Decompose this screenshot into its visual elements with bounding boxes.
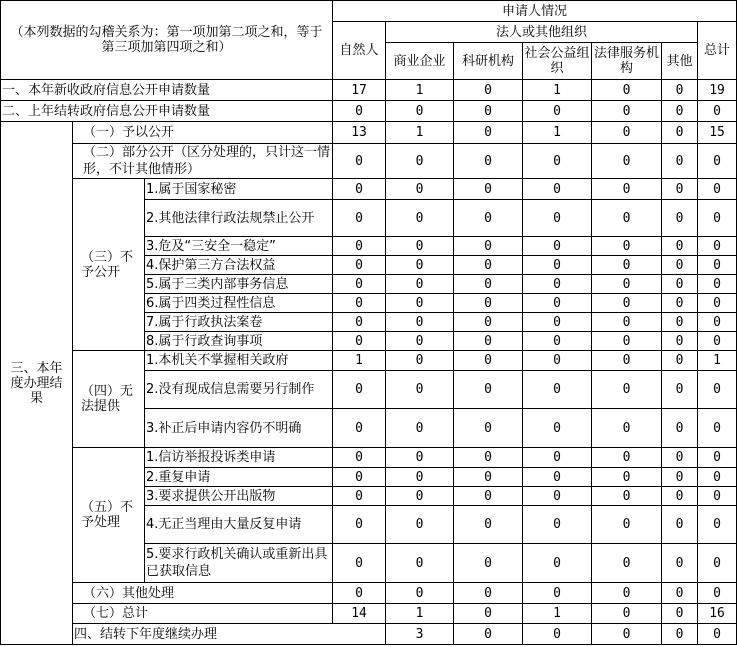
cell-commercial: 0 — [386, 506, 454, 544]
cell-other: 0 — [662, 179, 698, 200]
cell-research: 0 — [454, 122, 523, 144]
cell-research: 0 — [454, 604, 523, 624]
cell-research: 0 — [454, 506, 523, 544]
cell-commercial: 0 — [386, 487, 454, 506]
cell-natural-person: 17 — [333, 80, 386, 101]
cell-welfare: 0 — [523, 179, 592, 200]
cell-natural-person: 0 — [333, 468, 386, 487]
table-row-disclosed — [1, 122, 737, 144]
cell-legal-service: 0 — [592, 409, 662, 448]
cell-research: 0 — [454, 179, 523, 200]
cell-total: 0 — [698, 487, 737, 506]
cell-natural-person: 0 — [333, 506, 386, 544]
cell-natural-person: 0 — [333, 583, 386, 604]
cell-legal-service: 0 — [592, 237, 662, 256]
cell-other: 0 — [662, 448, 698, 468]
cell-natural-person: 0 — [333, 179, 386, 200]
cell-total: 0 — [698, 332, 737, 351]
cell-research: 0 — [454, 294, 523, 313]
cell-welfare: 1 — [523, 604, 592, 624]
cell-legal-service: 0 — [592, 544, 662, 583]
cell-research: 0 — [454, 200, 523, 237]
row-label: 3.要求提供公开出版物 — [145, 487, 333, 506]
cell-research: 0 — [523, 624, 592, 645]
cell-other: 0 — [662, 468, 698, 487]
row-label: （一）予以公开 — [73, 122, 333, 144]
cell-commercial: 0 — [386, 371, 454, 409]
cell-legal-service: 0 — [592, 583, 662, 604]
cell-legal-service: 0 — [592, 506, 662, 544]
cell-legal-service: 0 — [592, 144, 662, 179]
cell-other: 0 — [662, 604, 698, 624]
cell-other: 0 — [662, 122, 698, 144]
cell-welfare: 1 — [523, 80, 592, 101]
cell-other: 0 — [698, 624, 737, 645]
cell-legal-service: 0 — [592, 122, 662, 144]
cell-legal-service: 0 — [592, 179, 662, 200]
cell-legal-service: 0 — [592, 294, 662, 313]
cell-total: 0 — [698, 101, 737, 122]
cell-research: 0 — [454, 351, 523, 371]
cell-commercial: 1 — [386, 604, 454, 624]
cell-total: 0 — [698, 237, 737, 256]
cell-research: 0 — [454, 275, 523, 294]
cell-research: 0 — [454, 544, 523, 583]
row-label: （六）其他处理 — [73, 583, 333, 604]
cell-total: 0 — [698, 544, 737, 583]
header-natural-person: 自然人 — [333, 22, 386, 80]
header-applicant-situation: 申请人情况 — [333, 1, 737, 22]
cell-commercial: 0 — [386, 409, 454, 448]
header-legal-or-other-org: 法人或其他组织 — [386, 22, 698, 43]
cell-total: 0 — [698, 144, 737, 179]
cell-welfare: 0 — [523, 351, 592, 371]
cell-natural-person: 0 — [333, 487, 386, 506]
cell-commercial: 0 — [386, 200, 454, 237]
cell-other: 0 — [662, 275, 698, 294]
cell-welfare: 0 — [523, 101, 592, 122]
cell-legal-service: 0 — [662, 624, 698, 645]
cell-other: 0 — [662, 200, 698, 237]
cell-natural-person: 0 — [333, 371, 386, 409]
cell-natural-person: 0 — [333, 313, 386, 332]
table-row-not-processed-1 — [1, 448, 737, 468]
cell-total: 0 — [698, 448, 737, 468]
cell-commercial: 1 — [386, 122, 454, 144]
cell-natural-person: 1 — [333, 351, 386, 371]
cell-welfare: 0 — [523, 294, 592, 313]
cell-commercial: 0 — [386, 144, 454, 179]
cell-legal-service: 0 — [592, 80, 662, 101]
row-label: 8.属于行政查询事项 — [145, 332, 333, 351]
row-label: 7.属于行政执法案卷 — [145, 313, 333, 332]
cell-total: 0 — [698, 179, 737, 200]
cell-welfare: 0 — [523, 487, 592, 506]
cell-commercial: 0 — [386, 256, 454, 275]
cell-natural-person: 0 — [333, 256, 386, 275]
cell-natural-person: 0 — [333, 275, 386, 294]
cell-commercial: 0 — [386, 583, 454, 604]
header-research-institution: 科研机构 — [454, 43, 523, 80]
group-not-disclosed-label: （三）不予公开 — [73, 179, 145, 351]
cell-legal-service: 0 — [592, 200, 662, 237]
cell-natural-person: 0 — [333, 101, 386, 122]
cell-other: 0 — [662, 313, 698, 332]
table-row-new-requests — [1, 80, 737, 101]
cell-legal-service: 0 — [592, 313, 662, 332]
cell-other: 0 — [662, 371, 698, 409]
cell-total: 15 — [698, 122, 737, 144]
cell-other: 0 — [662, 409, 698, 448]
cell-research: 0 — [454, 468, 523, 487]
cell-legal-service: 0 — [592, 101, 662, 122]
cell-welfare: 1 — [523, 122, 592, 144]
cell-natural-person: 13 — [333, 122, 386, 144]
cell-legal-service: 0 — [592, 468, 662, 487]
cell-total: 0 — [698, 294, 737, 313]
cell-commercial: 0 — [386, 237, 454, 256]
cell-total: 0 — [698, 275, 737, 294]
cell-research: 0 — [454, 256, 523, 275]
cell-welfare: 0 — [523, 448, 592, 468]
row-label: 3.危及“三安全一稳定” — [145, 237, 333, 256]
cell-research: 0 — [454, 144, 523, 179]
cell-legal-service: 0 — [592, 448, 662, 468]
cell-research: 0 — [454, 332, 523, 351]
cell-legal-service: 0 — [592, 256, 662, 275]
cell-welfare: 0 — [523, 275, 592, 294]
row-label: 5.属于三类内部事务信息 — [145, 275, 333, 294]
cell-natural-person: 0 — [333, 294, 386, 313]
cell-total: 0 — [698, 371, 737, 409]
cell-total: 0 — [698, 200, 737, 237]
cell-research: 0 — [454, 80, 523, 101]
cell-commercial: 0 — [386, 448, 454, 468]
cell-commercial: 0 — [454, 624, 523, 645]
cell-other: 0 — [662, 487, 698, 506]
cell-research: 0 — [454, 101, 523, 122]
cell-welfare: 0 — [523, 371, 592, 409]
group-unable-to-provide-label: （四）无法提供 — [73, 351, 145, 448]
row-label: 1.属于国家秘密 — [145, 179, 333, 200]
cell-research: 0 — [454, 237, 523, 256]
cell-commercial: 0 — [386, 351, 454, 371]
section-results-label: 三、本年度办理结果 — [1, 122, 73, 645]
row-label: 2.没有现成信息需要另行制作 — [145, 371, 333, 409]
row-label: 4.无正当理由大量反复申请 — [145, 506, 333, 544]
cell-welfare: 0 — [523, 313, 592, 332]
cell-legal-service: 0 — [592, 332, 662, 351]
cell-total: 0 — [698, 256, 737, 275]
cell-commercial: 0 — [386, 101, 454, 122]
cell-natural-person: 0 — [333, 200, 386, 237]
header-other: 其他 — [662, 43, 698, 80]
cell-commercial: 0 — [386, 275, 454, 294]
cell-welfare: 0 — [523, 332, 592, 351]
cell-welfare: 0 — [523, 237, 592, 256]
cell-natural-person: 3 — [386, 624, 454, 645]
cell-total: 1 — [698, 351, 737, 371]
cell-welfare: 0 — [523, 583, 592, 604]
cell-research: 0 — [454, 313, 523, 332]
cell-welfare: 0 — [523, 468, 592, 487]
cell-welfare: 0 — [523, 409, 592, 448]
cell-welfare: 0 — [592, 624, 662, 645]
cell-total: 0 — [698, 313, 737, 332]
row-label: （七）总计 — [73, 604, 333, 624]
cell-other: 0 — [662, 506, 698, 544]
cell-other: 0 — [662, 144, 698, 179]
header-total: 总计 — [698, 22, 737, 80]
table-row-unable-1 — [1, 351, 737, 371]
cell-total: 0 — [698, 468, 737, 487]
cell-natural-person: 14 — [333, 604, 386, 624]
table-row-partial — [1, 144, 737, 179]
cell-legal-service: 0 — [592, 275, 662, 294]
group-not-processed-label: （五）不予处理 — [73, 448, 145, 583]
row-label: 6.属于四类过程性信息 — [145, 294, 333, 313]
cell-natural-person: 0 — [333, 409, 386, 448]
row-label: 1.本机关不掌握相关政府 — [145, 351, 333, 371]
header-note: （本列数据的勾稽关系为：第一项加第二项之和，等于第三项加第四项之和） — [1, 1, 333, 80]
table-row-total — [1, 604, 737, 624]
cell-commercial: 0 — [386, 179, 454, 200]
cell-research: 0 — [454, 448, 523, 468]
cell-commercial: 0 — [386, 468, 454, 487]
row-label: 4.保护第三方合法权益 — [145, 256, 333, 275]
cell-research: 0 — [454, 409, 523, 448]
cell-commercial: 0 — [386, 313, 454, 332]
cell-other: 0 — [662, 101, 698, 122]
cell-welfare: 0 — [523, 544, 592, 583]
cell-research: 0 — [454, 371, 523, 409]
cell-legal-service: 0 — [592, 371, 662, 409]
header-public-welfare-org: 社会公益组织 — [523, 43, 592, 80]
cell-legal-service: 0 — [592, 487, 662, 506]
cell-commercial: 1 — [386, 80, 454, 101]
cell-other: 0 — [662, 237, 698, 256]
cell-total: 0 — [698, 409, 737, 448]
table-row-other-processing — [1, 583, 737, 604]
cell-legal-service: 0 — [592, 351, 662, 371]
cell-total: 0 — [698, 506, 737, 544]
cell-welfare: 0 — [523, 506, 592, 544]
cell-commercial: 0 — [386, 332, 454, 351]
cell-natural-person: 0 — [333, 144, 386, 179]
cell-other: 0 — [662, 332, 698, 351]
cell-welfare: 0 — [523, 200, 592, 237]
row-label: 5.要求行政机关确认或重新出具已获取信息 — [145, 544, 333, 583]
row-label: 二、上年结转政府信息公开申请数量 — [1, 101, 333, 122]
table-row-carried-over — [1, 101, 737, 122]
header-legal-service-org: 法律服务机构 — [592, 43, 662, 80]
row-label: （二）部分公开（区分处理的，只计这一情形，不计其他情形） — [73, 144, 333, 179]
cell-research: 0 — [454, 583, 523, 604]
row-label: 1.信访举报投诉类申请 — [145, 448, 333, 468]
cell-natural-person: 0 — [333, 448, 386, 468]
cell-total: 19 — [698, 80, 737, 101]
cell-other: 0 — [662, 544, 698, 583]
cell-other: 0 — [662, 583, 698, 604]
cell-welfare: 0 — [523, 144, 592, 179]
cell-natural-person: 0 — [333, 332, 386, 351]
cell-commercial: 0 — [386, 294, 454, 313]
cell-research: 0 — [454, 487, 523, 506]
cell-legal-service: 0 — [592, 604, 662, 624]
row-label: 一、本年新收政府信息公开申请数量 — [1, 80, 333, 101]
header-commercial-enterprise: 商业企业 — [386, 43, 454, 80]
cell-other: 0 — [662, 256, 698, 275]
cell-total: 16 — [698, 604, 737, 624]
row-label: 四、结转下年度继续办理 — [73, 624, 386, 645]
cell-other: 0 — [662, 80, 698, 101]
cell-commercial: 0 — [386, 544, 454, 583]
row-label: 2.重复申请 — [145, 468, 333, 487]
table-row-not-disclosed-1 — [1, 179, 737, 200]
cell-welfare: 0 — [523, 256, 592, 275]
cell-other: 0 — [662, 351, 698, 371]
table-row-carry-forward — [1, 624, 737, 645]
cell-natural-person: 0 — [333, 237, 386, 256]
row-label: 2.其他法律行政法规禁止公开 — [145, 200, 333, 237]
cell-other: 0 — [662, 294, 698, 313]
cell-total: 0 — [698, 583, 737, 604]
cell-natural-person: 0 — [333, 544, 386, 583]
row-label: 3.补正后申请内容仍不明确 — [145, 409, 333, 448]
